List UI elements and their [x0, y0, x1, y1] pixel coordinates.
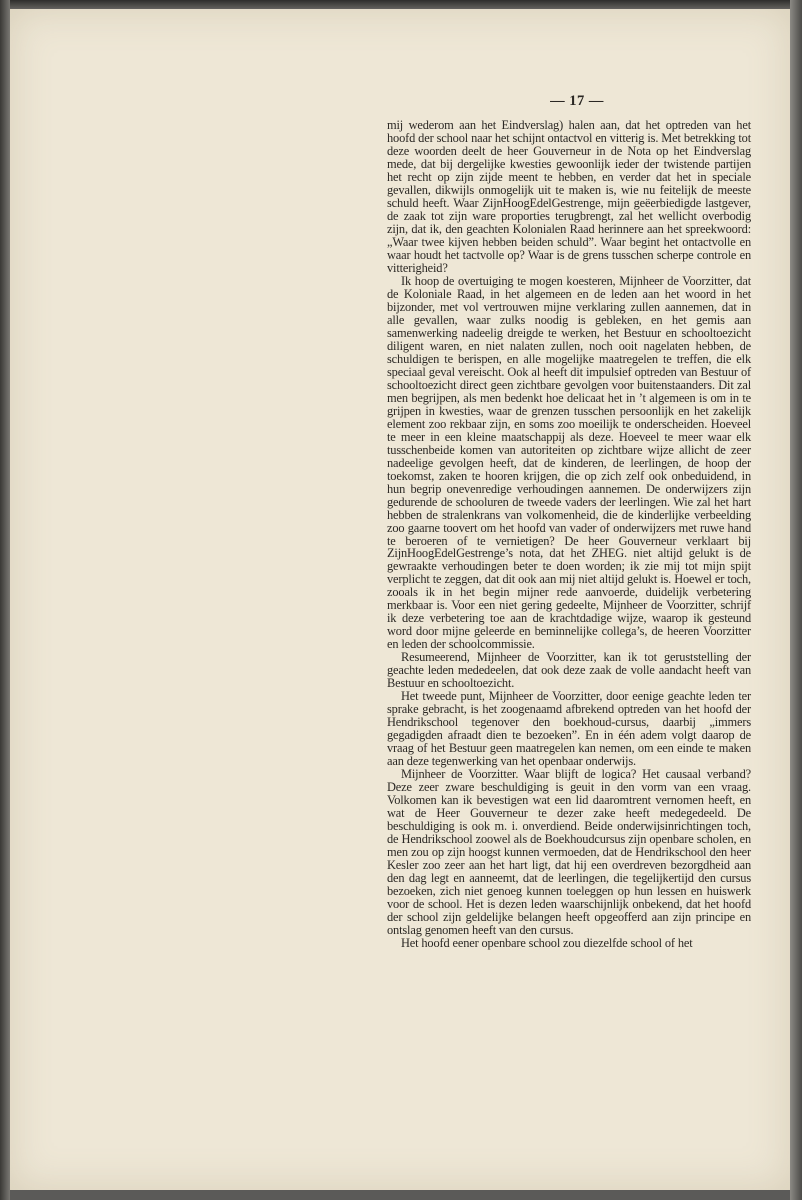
page-number: — 17 —: [550, 93, 604, 109]
paragraph-4: Het tweede punt, Mijnheer de Voorzitter, door eenige geachte leden ter sprake gebracht, is het zoogenaamd afbrekend optreden van het hoofd der Hendrikschool tegenover den boekhoud-cursus, daarbij „immers gegadigden afraadt dien te bezoeken”. En in één adem volgt daarop de vraag of het Bestuur geen maatregelen kan nemen, om een einde te maken aan deze tegenwerking van het openbaar onderwijs.: [387, 689, 751, 769]
paragraph-5: Mijnheer de Voorzitter. Waar blijft de logica? Het causaal verband? Deze zeer zware beschuldiging is geuit in den vorm van een vraag. Volkomen kan ik bevestigen wat een lid daaromtrent vernomen heeft, en wat de Heer Gouverneur te dezer zake heeft medegedeeld. De beschuldiging is ook m. i. onverdiend. Beide onderwijsinrichtingen toch, de Hendrikschool zoowel als de Boekhoudcursus zijn openbare scholen, en men zou op zijn hoogst kunnen vermoeden, dat de Hendrikschool den heer Kesler zoo zeer aan het hart ligt, dat hij een overdreven bezorgdheid aan den dag legt en aanneemt, dat de leerlingen, die tegelijkertijd den cursus bezoeken, zich niet genoeg kunnen toeleggen op hun lessen en huiswerk voor de school. Het is dezen leden waarschijnlijk onbekend, dat het hoofd der school zijn geldelijke belangen heeft opgeofferd aan zijn principe en ontslag genomen heeft van den cursus.: [387, 767, 751, 938]
scan-left-edge: [0, 0, 10, 1200]
paragraph-3: Resumeerend, Mijnheer de Voorzitter, kan ik tot geruststelling der geachte leden mededeelen, dat ook deze zaak de volle aandacht heeft van Bestuur en schooltoezicht.: [387, 650, 751, 691]
scan-right-edge: [790, 0, 802, 1200]
paragraph-1: mij wederom aan het Eindverslag) halen aan, dat het optreden van het hoofd der school naar het schijnt ontactvol en vitterig is. Met betrekking tot deze woorden deelt de heer Gouverneur in de Nota op het Eindverslag mede, dat bij dergelijke kwesties gewoonlijk ieder der twistende partijen het recht op zijn zijde meent te hebben, en verder dat het in speciale gevallen, dikwijls onmogelijk uit te maken is, wie nu feitelijk de meeste schuld heeft. Waar ZijnHoogEdelGestrenge, mijn geëerbiedigde lastgever, de zaak tot zijn ware proporties terugbrengt, zal het wellicht overbodig zijn, dat ik, den geachten Kolonialen Raad herinnere aan het spreekwoord: „Waar twee kijven hebben beiden schuld”. Waar begint het ontactvolle en waar houdt het tactvolle op? Waar is de grens tusschen scherpe controle en vitterigheid?: [387, 118, 751, 275]
paragraph-2: Ik hoop de overtuiging te mogen koesteren, Mijnheer de Voorzitter, dat de Koloniale Raad, in het algemeen en de leden aan het woord in het bijzonder, met vol vertrouwen mijne verklaring zullen aannemen, dat in alle gevallen, waar zulks noodig is gebleken, en het gemis aan samenwerking nadeelig dreigde te werken, het Bestuur en schooltoezicht diligent waren, en niet nalaten zullen, noch ooit nagelaten hebben, de schuldigen te berispen, en alle mogelijke maatregelen te treffen, die elk speciaal geval vereischt. Ook al heeft dit impulsief optreden van Bestuur of schooltoezicht direct geen zichtbare gevolgen voor buitenstaanders. Dit zal men begrijpen, als men bedenkt hoe delicaat het in ’t algemeen is om in te grijpen in kwesties, waar de grenzen tusschen persoonlijk en het zakelijk element zoo rekbaar zijn, en soms zoo moeilijk te onderscheiden. Hoeveel te meer in een kleine maatschappij als deze. Hoeveel te meer waar elk tusschenbeide komen van autoriteiten op zichtbare wijze allicht de zeer nadeelige gevolgen heeft, dat de kinderen, de leerlingen, de hoop der toekomst, zaken te hooren krijgen, die op zich zelf ook onbeduidend, in hun begrip onevenredige verhoudingen aannemen. De onderwijzers zijn gedurende de schooluren de tweede vaders der leerlingen. Wie zal het hart hebben de stralenkrans van volkomenheid, die de kinderlijke verbeelding zoo gaarne toovert om het hoofd van vader of onderwijzers met ruwe hand te beroeren of te vernietigen? De heer Gouverneur verklaart bij ZijnHoogEdelGestrenge’s nota, dat het ZHEG. niet altijd gelukt is de gewraakte verhoudingen beter te doen worden; ik zie mij tot mijn spijt verplicht te zeggen, dat dit ook aan mij niet altijd gelukt is. Hoewel er toch, zooals ik in het begin mijner rede aanvoerde, duidelijk verbetering merkbaar is. Voor een niet gering gedeelte, Mijnheer de Voorzitter, schrijf ik deze verbetering toe aan de krachtdadige wijze, waarop ik gesteund word door mijne geleerde en beminnelijke collega’s, de heeren Voorzitter en leden der schoolcommissie.: [387, 273, 751, 652]
body-text: [387, 119, 751, 950]
paragraph-6: Het hoofd eener openbare school zou diezelfde school of het: [401, 936, 693, 951]
